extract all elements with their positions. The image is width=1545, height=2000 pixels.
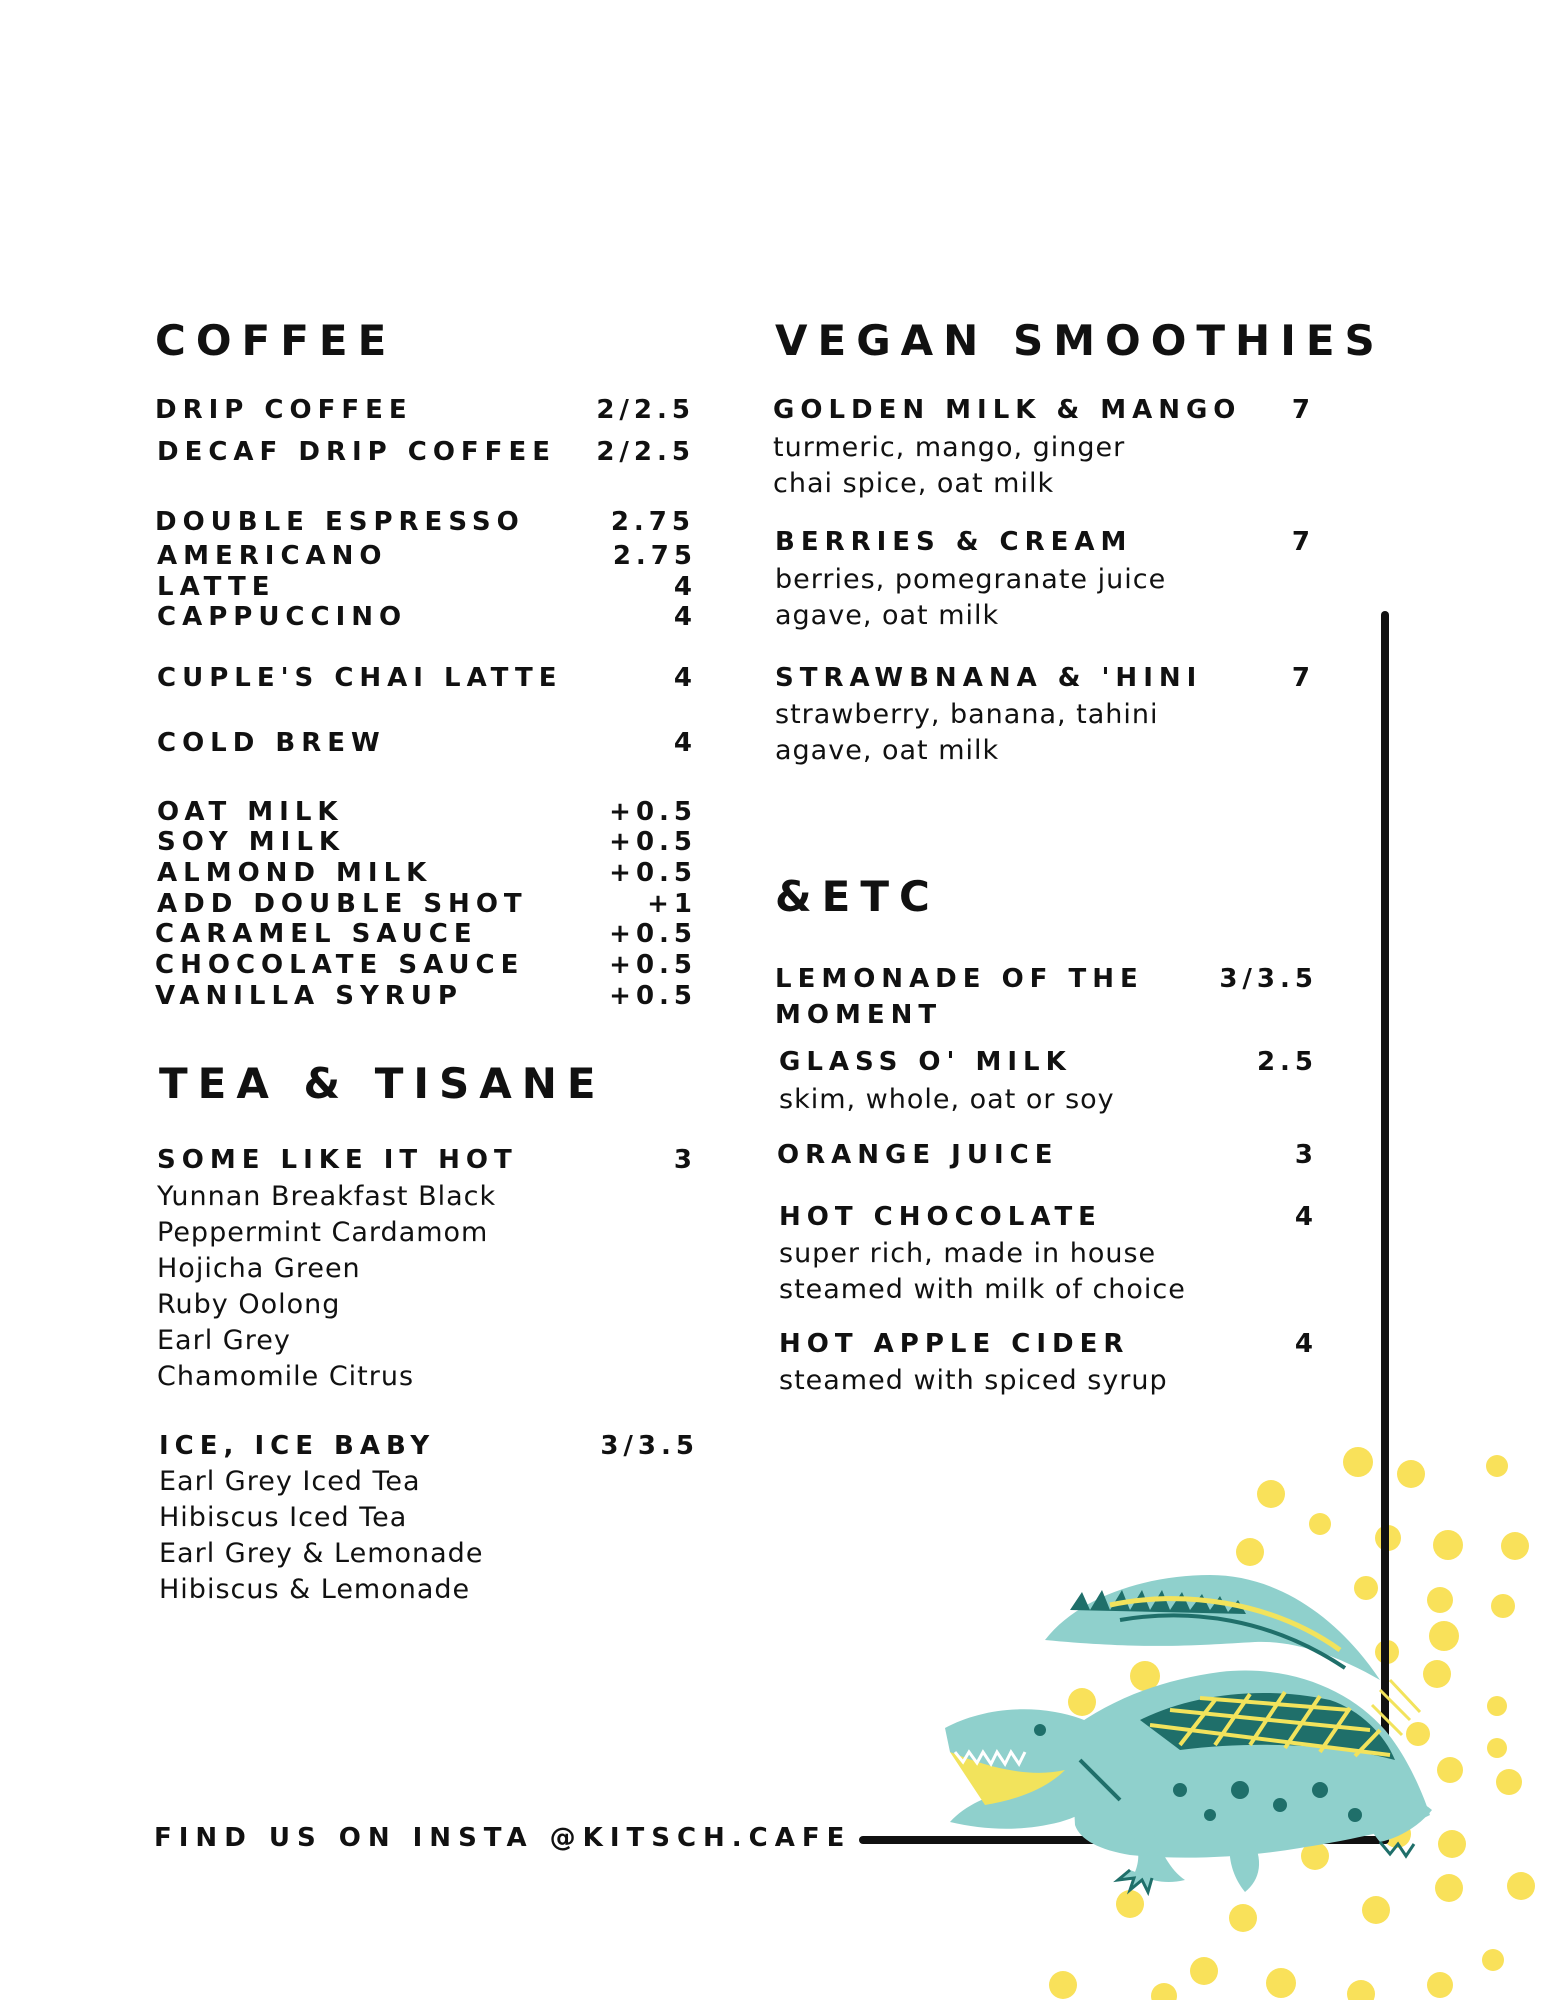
smoothies-section-title: VEGAN SMOOTHIES (775, 316, 1385, 365)
item-name: HOT CHOCOLATE (779, 1202, 1102, 1232)
coffee-section-title: COFFEE (155, 316, 397, 365)
group-price: 3 (673, 1145, 697, 1175)
ingredients-line: agave, oat milk (775, 600, 1000, 631)
item-price: 4 (673, 663, 697, 693)
group-price: 3/3.5 (600, 1431, 699, 1461)
item-price: 7 (1291, 527, 1315, 557)
tea-option: Hibiscus Iced Tea (159, 1502, 408, 1533)
ingredients-line: turmeric, mango, ginger (773, 432, 1126, 463)
item-price: 2.75 (612, 541, 697, 571)
description-line: steamed with spiced syrup (779, 1365, 1168, 1396)
ingredients-line: strawberry, banana, tahini (775, 699, 1159, 730)
crocodile-illustration (945, 1575, 1432, 1892)
group-name: ICE, ICE BABY (159, 1431, 436, 1461)
item-name: DRIP COFFEE (155, 395, 413, 425)
addon-name: OAT MILK (157, 797, 344, 827)
item-name: ORANGE JUICE (777, 1140, 1059, 1170)
ingredients-line: agave, oat milk (775, 735, 1000, 766)
item-price: 4 (1294, 1202, 1318, 1232)
addon-name: SOY MILK (157, 827, 346, 857)
ingredients-line: chai spice, oat milk (773, 468, 1055, 499)
item-name: AMERICANO (157, 541, 388, 571)
addon-price: +1 (647, 889, 697, 919)
addon-name: ALMOND MILK (157, 858, 433, 888)
item-name: BERRIES & CREAM (775, 527, 1133, 557)
item-price: 4 (673, 728, 697, 758)
item-name-line: LEMONADE OF THE (775, 964, 1144, 994)
tea-option: Ruby Oolong (157, 1289, 341, 1320)
item-price: 7 (1291, 395, 1315, 425)
description-line: super rich, made in house (779, 1238, 1157, 1269)
item-name: CAPPUCCINO (157, 602, 408, 632)
item-name: GOLDEN MILK & MANGO (773, 395, 1242, 425)
item-price: 2/2.5 (596, 437, 695, 467)
addon-name: CARAMEL SAUCE (155, 919, 478, 949)
tea-option: Earl Grey (157, 1325, 291, 1356)
addon-name: CHOCOLATE SAUCE (155, 950, 525, 980)
item-name: HOT APPLE CIDER (779, 1329, 1130, 1359)
item-price: 2/2.5 (596, 395, 695, 425)
item-price: 2.5 (1256, 1047, 1318, 1077)
tea-section-title: TEA & TISANE (159, 1059, 606, 1108)
item-name: COLD BREW (157, 728, 386, 758)
tea-option: Chamomile Citrus (157, 1361, 415, 1392)
description-line: steamed with milk of choice (779, 1274, 1186, 1305)
item-price: 4 (1294, 1329, 1318, 1359)
item-name: STRAWBNANA & 'HINI (775, 663, 1203, 693)
item-price: 4 (673, 572, 697, 602)
item-name: DOUBLE ESPRESSO (155, 507, 525, 537)
item-name: CUPLE'S CHAI LATTE (157, 663, 563, 693)
frame-lines (863, 615, 1385, 1840)
tea-option: Earl Grey & Lemonade (159, 1538, 484, 1569)
addon-price: +0.5 (609, 981, 697, 1011)
tea-option: Yunnan Breakfast Black (157, 1181, 497, 1212)
item-name: DECAF DRIP COFFEE (157, 437, 556, 467)
ingredients-line: berries, pomegranate juice (775, 564, 1167, 595)
addon-price: +0.5 (609, 827, 697, 857)
item-name: LATTE (157, 572, 276, 602)
addon-price: +0.5 (609, 919, 697, 949)
tea-option: Hibiscus & Lemonade (159, 1574, 471, 1605)
group-name: SOME LIKE IT HOT (157, 1145, 518, 1175)
item-price: 4 (673, 602, 697, 632)
item-price: 7 (1291, 663, 1315, 693)
addon-price: +0.5 (609, 858, 697, 888)
tea-option: Hojicha Green (157, 1253, 361, 1284)
etc-section-title: &ETC (775, 872, 940, 921)
item-price: 3/3.5 (1219, 964, 1318, 994)
item-price: 3 (1294, 1140, 1318, 1170)
addon-price: +0.5 (609, 797, 697, 827)
tea-option: Peppermint Cardamom (157, 1217, 489, 1248)
addon-name: ADD DOUBLE SHOT (157, 889, 528, 919)
instagram-handle: FIND US ON INSTA @KITSCH.CAFE (154, 1823, 852, 1853)
tea-option: Earl Grey Iced Tea (159, 1466, 421, 1497)
item-price: 2.75 (610, 507, 695, 537)
addon-price: +0.5 (609, 950, 697, 980)
addon-name: VANILLA SYRUP (155, 981, 463, 1011)
item-name-line: MOMENT (775, 1000, 943, 1030)
item-name: GLASS O' MILK (779, 1047, 1072, 1077)
description-line: skim, whole, oat or soy (779, 1084, 1115, 1115)
